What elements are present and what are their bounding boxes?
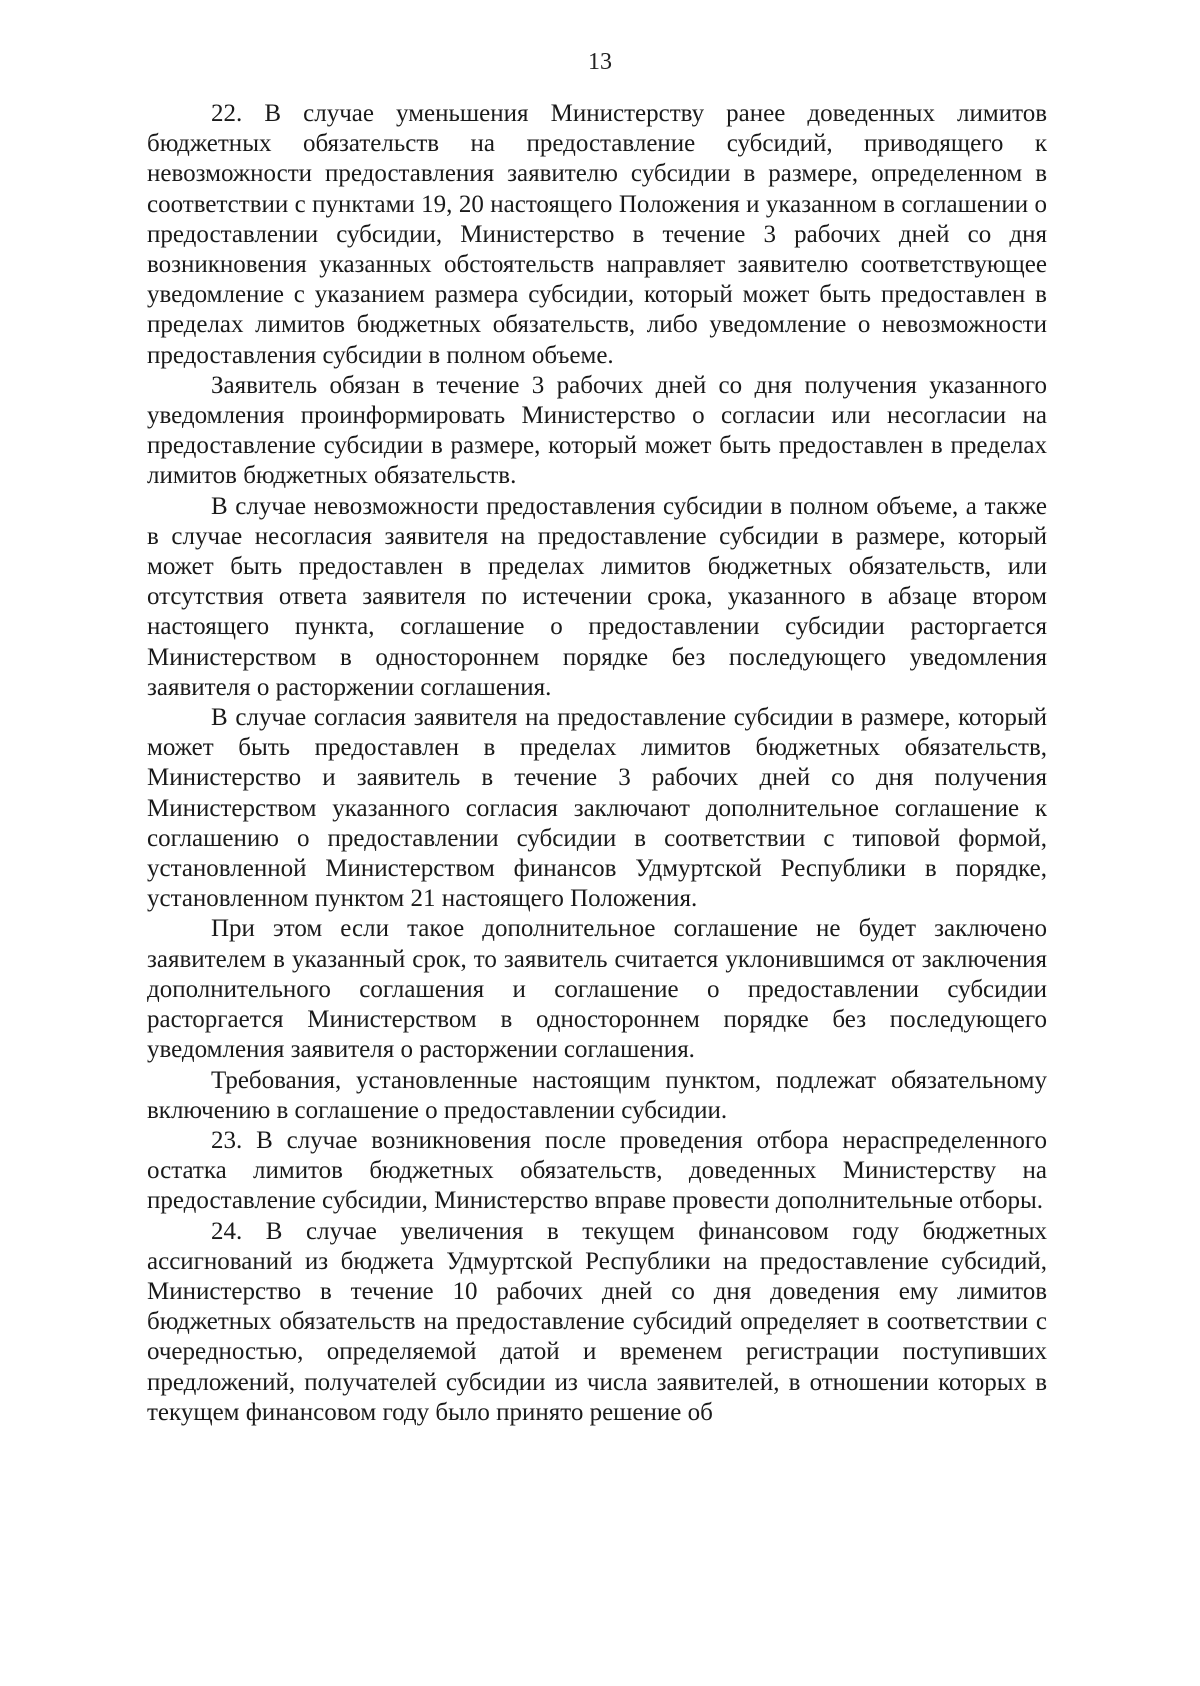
paragraph-item-22: 22. В случае уменьшения Министерству ранее доведенных лимитов бюджетных обязательств на предоставление субсидий, приводящего к невозможности предоставления заявителю субсидии в размере, определенном в соответствии с пунктами 19, 20 настоящего Положения и указанном в соглашении о предоставлении субсидии, Министерство в течение 3 рабочих дней со дня возникновения указанных обстоятельств направляет заявителю соответствующее уведомление с указанием размера субсидии, который может быть предоставлен в пределах лимитов бюджетных обязательств, либо уведомление о невозможности предоставления субсидии в полном объеме. <box>147 100 1047 369</box>
paragraph-evasion-case: При этом если такое дополнительное соглашение не будет заключено заявителем в указанный срок, то заявитель считается уклонившимся от заключения дополнительного соглашения и соглашение о предоставлении субсидии расторгается Министерством в одностороннем порядке без последующего уведомления заявителя о расторжении соглашения. <box>147 915 1047 1064</box>
document-body <box>147 99 1047 1428</box>
paragraph-requirements: Требования, установленные настоящим пунктом, подлежат обязательному включению в соглашение о предоставлении субсидии. <box>147 1066 1047 1124</box>
paragraph-consent-case: В случае согласия заявителя на предоставление субсидии в размере, который может быть предоставлен в пределах лимитов бюджетных обязательств, Министерство и заявитель в течение 3 рабочих дней со дня получения Министерством указанного согласия заключают дополнительное соглашение к соглашению о предоставлении субсидии в соответствии с типовой формой, установленной Министерством финансов Удмуртской Республики в порядке, установленном пунктом 21 настоящего Положения. <box>147 704 1047 913</box>
paragraph-item-24: 24. В случае увеличения в текущем финансовом году бюджетных ассигнований из бюджета Удмуртской Республики на предоставление субсидий, Министерство в течение 10 рабочих дней со дня доведения ему лимитов бюджетных обязательств на предоставление субсидий определяет в соответствии с очередностью, определяемой датой и временем регистрации поступивших предложений, получателей субсидии из числа заявителей, в отношении которых в текущем финансовом году было принято решение об <box>147 1217 1047 1426</box>
paragraph-item-23: 23. В случае возникновения после проведения отбора нераспределенного остатка лимитов бюджетных обязательств, доведенных Министерству на предоставление субсидии, Министерство вправе провести дополнительные отборы. <box>147 1126 1047 1215</box>
paragraph-termination-case: В случае невозможности предоставления субсидии в полном объеме, а также в случае несогласия заявителя на предоставление субсидии в размере, который может быть предоставлен в пределах лимитов бюджетных обязательств, или отсутствия ответа заявителя по истечении срока, указанного в абзаце втором настоящего пункта, соглашение о предоставлении субсидии расторгается Министерством в одностороннем порядке без последующего уведомления заявителя о расторжении соглашения. <box>147 492 1047 701</box>
page-number: 13 <box>588 49 612 75</box>
paragraph-applicant-obligation: Заявитель обязан в течение 3 рабочих дней со дня получения указанного уведомления проинформировать Министерство о согласии или несогласии на предоставление субсидии в размере, который может быть предоставлен в пределах лимитов бюджетных обязательств. <box>147 371 1047 490</box>
